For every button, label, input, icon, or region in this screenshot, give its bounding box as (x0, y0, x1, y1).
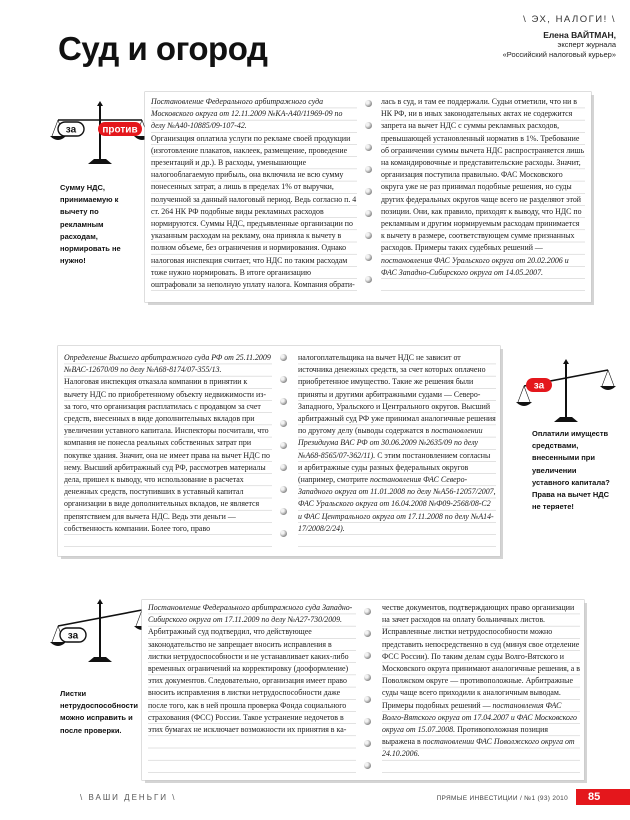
court-ref: Постановление Федерального арбитражного суда Московского округа от 12.11.2009 №КА-А40/11969-09 по делу №А40-10885/09-107-42. (151, 97, 343, 131)
notebook-card-3 (142, 600, 584, 780)
court-ref: Постановление Федерального арбитражного суда Западно-Сибирского округа от 17.11.2009 по делу №А27-730/2009. (148, 603, 353, 625)
question-2: Оплатили имуществ средствами, внесенными при увеличении уставного капитала? Права на вычет НДС не теряете! (532, 429, 610, 512)
protiv-label: против (102, 124, 138, 136)
binder-rings (276, 346, 292, 556)
notebook-card-2 (58, 346, 500, 556)
card-2-right-page (298, 352, 496, 556)
author-block (503, 30, 616, 60)
case-text (298, 352, 496, 535)
card-3-right-page (382, 602, 580, 780)
card-3-left-page (148, 602, 356, 780)
author-name: Елена ВАЙТМАН, (543, 30, 616, 40)
footer-magazine: ПРЯМЫЕ ИНВЕСТИЦИИ / №1 (93) 2010 (436, 795, 568, 802)
case-text-span: честве документов, подтверждающих право организации на зачет расходов на оплату больничных листов. Исправленные листки нетрудоспособности можно представить непосредственно в суд (минуя свое отделение ФСС России). По таким делам суды Волго-Вятского и Московского округа принимают аналогичные решения, а в Поволжском округе — противоположные. Арбитражные суды чаще всего приходили к аналогичным выводам. Примеры подобных решений — (382, 603, 580, 710)
binder-rings (360, 600, 376, 780)
footer-section: \ ВАШИ ДЕНЬГИ \ (80, 793, 177, 802)
case-text-span: налогоплательщика на вычет НДС не зависит от источника денежных средств, за счет которых оплачено приобретенное имущество. Такие же решения были приняты и другими арбитражными судами — Северо-Западного, Уральского и Центрального округов. Высший арбитражный суд РФ уже принимал аналогичные решения по другому делу (выводы содержатся в (298, 353, 496, 436)
card-1-right-page (381, 96, 585, 302)
question-1: Сумму НДС, принимаемую к вычету по рекламным расходам, нормировать не нужно! (60, 183, 121, 266)
author-role: эксперт журнала (557, 40, 616, 49)
scales-icon (50, 596, 150, 666)
za-badge (526, 378, 552, 392)
court-ref-inline: постановления ФАС Уральского округа от 20.02.2006 и ФАС Западно-Сибирского округа от 14.05.2007. (381, 255, 569, 277)
za-label: за (67, 630, 79, 642)
za-label: за (65, 124, 77, 136)
case-text-span: С этим постановлением согласны и арбитражные суды разных федеральных округов (например, смотрите (298, 450, 491, 485)
page-title: Суд и огород (58, 30, 268, 67)
court-ref-inline: постановления ФАС Северо-Западного округа от 11.01.2008 по делу №А56-12057/2007, ФАС Уральского округа от 16.04.2008 №Ф09-2568/08-С2 и ФАС Центрального округа от 17.11.2008 по делу №А14-17/2008/2/24). (298, 475, 496, 533)
za-badge (58, 122, 84, 136)
case-text (381, 96, 585, 279)
court-ref-inline: постановления ФАС Волго-Вятского округа от 17.04.2007 и ФАС Московского округа от 15.07.2008. (382, 700, 578, 735)
court-ref-inline: постановлении Президиума ВАС РФ от 30.06.2009 №2635/09 по делу №А68-8565/07-362/11). (298, 426, 483, 460)
case-text-span: лась в суд, и там ее поддержали. Судьи отметили, что ни в НК РФ, ни в иных законодательных актах не содержится запрета на вычет НДС с суммы рекламных расходов, превышающей установленный норматив в 1%. Требование об ограничении суммы вычета НДС распространяется лишь на командировочные и представительские расходы. Значит, организация поступила правильно. ФАС Московского округа уже не раз принимал подобные решения, но суды других федеральных округов чаще всего не разделяют этой позиции. Они, как правило, приходят к выводу, что НДС по рекламным и другим нормируемым расходам принимается к вычету в размере, соответствующем сумме признанных расходов. Примеры таких судебных решений — (381, 97, 585, 253)
card-1-left-page (151, 96, 357, 302)
case-text (382, 602, 580, 761)
case-text: Организация оплатила услуги по рекламе своей продукции (изготовление плакатов, наклеек, размещение, проведение презентаций и др.). В расходы, уменьшающие налогооблагаемую прибыль, она включила не всю сумму понесенных затрат, а лишь в пределах 1% от выручки, полученной за данный налоговый период. Ведь согласно п. 4 ст. 264 НК РФ подобные виды рекламных расходов нормируются. Суммы НДС, предъявленные организации по указанным расходам на рекламу, она приняла к вычету в полном объеме, без ограничения и нормирования. Однако налоговая инспекция считает, что НДС по таким расходам тоже нужно нормировать. В итоге организацию оштрафовали за неполную уплату налога. Компания обрати- (151, 133, 357, 290)
za-badge (60, 628, 86, 642)
case-text-span: Противоположная позиция выражена в (382, 725, 548, 747)
author-journal: «Российский налоговый курьер» (502, 50, 616, 59)
page-number: 85 (576, 789, 630, 805)
scales-icon (516, 356, 616, 426)
scales-icon (50, 98, 150, 168)
notebook-card-1 (145, 92, 591, 302)
question-3: Листки нетрудоспособности можно исправить и после проверки. (60, 689, 139, 735)
court-ref: Определение Высшего арбитражного суда РФ от 25.11.2009 №ВАС-12670/09 по делу №А68-8174/07-355/13. (64, 353, 271, 375)
card-2-left-page (64, 352, 272, 556)
case-text: Арбитражный суд подтвердил, что действующее законодательство не запрещает вносить исправления в листки нетрудоспособности и не устанавливает каких-либо временных ограничений на корректировку (дооформление) этих документов. Следовательно, организация имеет право вносить исправления в листки нетрудоспособности даже после того, как в ней прошла проверка Фонда социального страхования (ФСС) России. Такое устранение недочетов в этих бумагах не исключает возможности их принятия в ка- (148, 627, 349, 735)
protiv-badge (98, 122, 142, 136)
case-text: Налоговая инспекция отказала компании в принятии к вычету НДС по приобретенному объекту недвижимости из-за того, что организация расплатилась с продавцом за счет средств, внесенных в виде дополнительных вкладов при увеличении уставного капитала. Инспекторы посчитали, что компания не понесла реальных собственных затрат при покупке здания. Значит, она не имеет права на вычет НДС по нему. Высший арбитражный суд РФ, рассмотрев материалы дела, пришел к выводу, что использование в расчетах денежных средств, поступивших в уставный капитал организации в виде дополнительных вкладов, не является препятствием для вычета НДС. Ведь эти деньги — собственность компании. Более того, право (64, 377, 270, 533)
rubric: \ ЭХ, НАЛОГИ! \ (523, 14, 616, 25)
za-label: за (533, 380, 545, 392)
court-ref-inline: постановлении ФАС Поволжского округа от 24.10.2006. (382, 737, 575, 759)
binder-rings (361, 92, 377, 302)
